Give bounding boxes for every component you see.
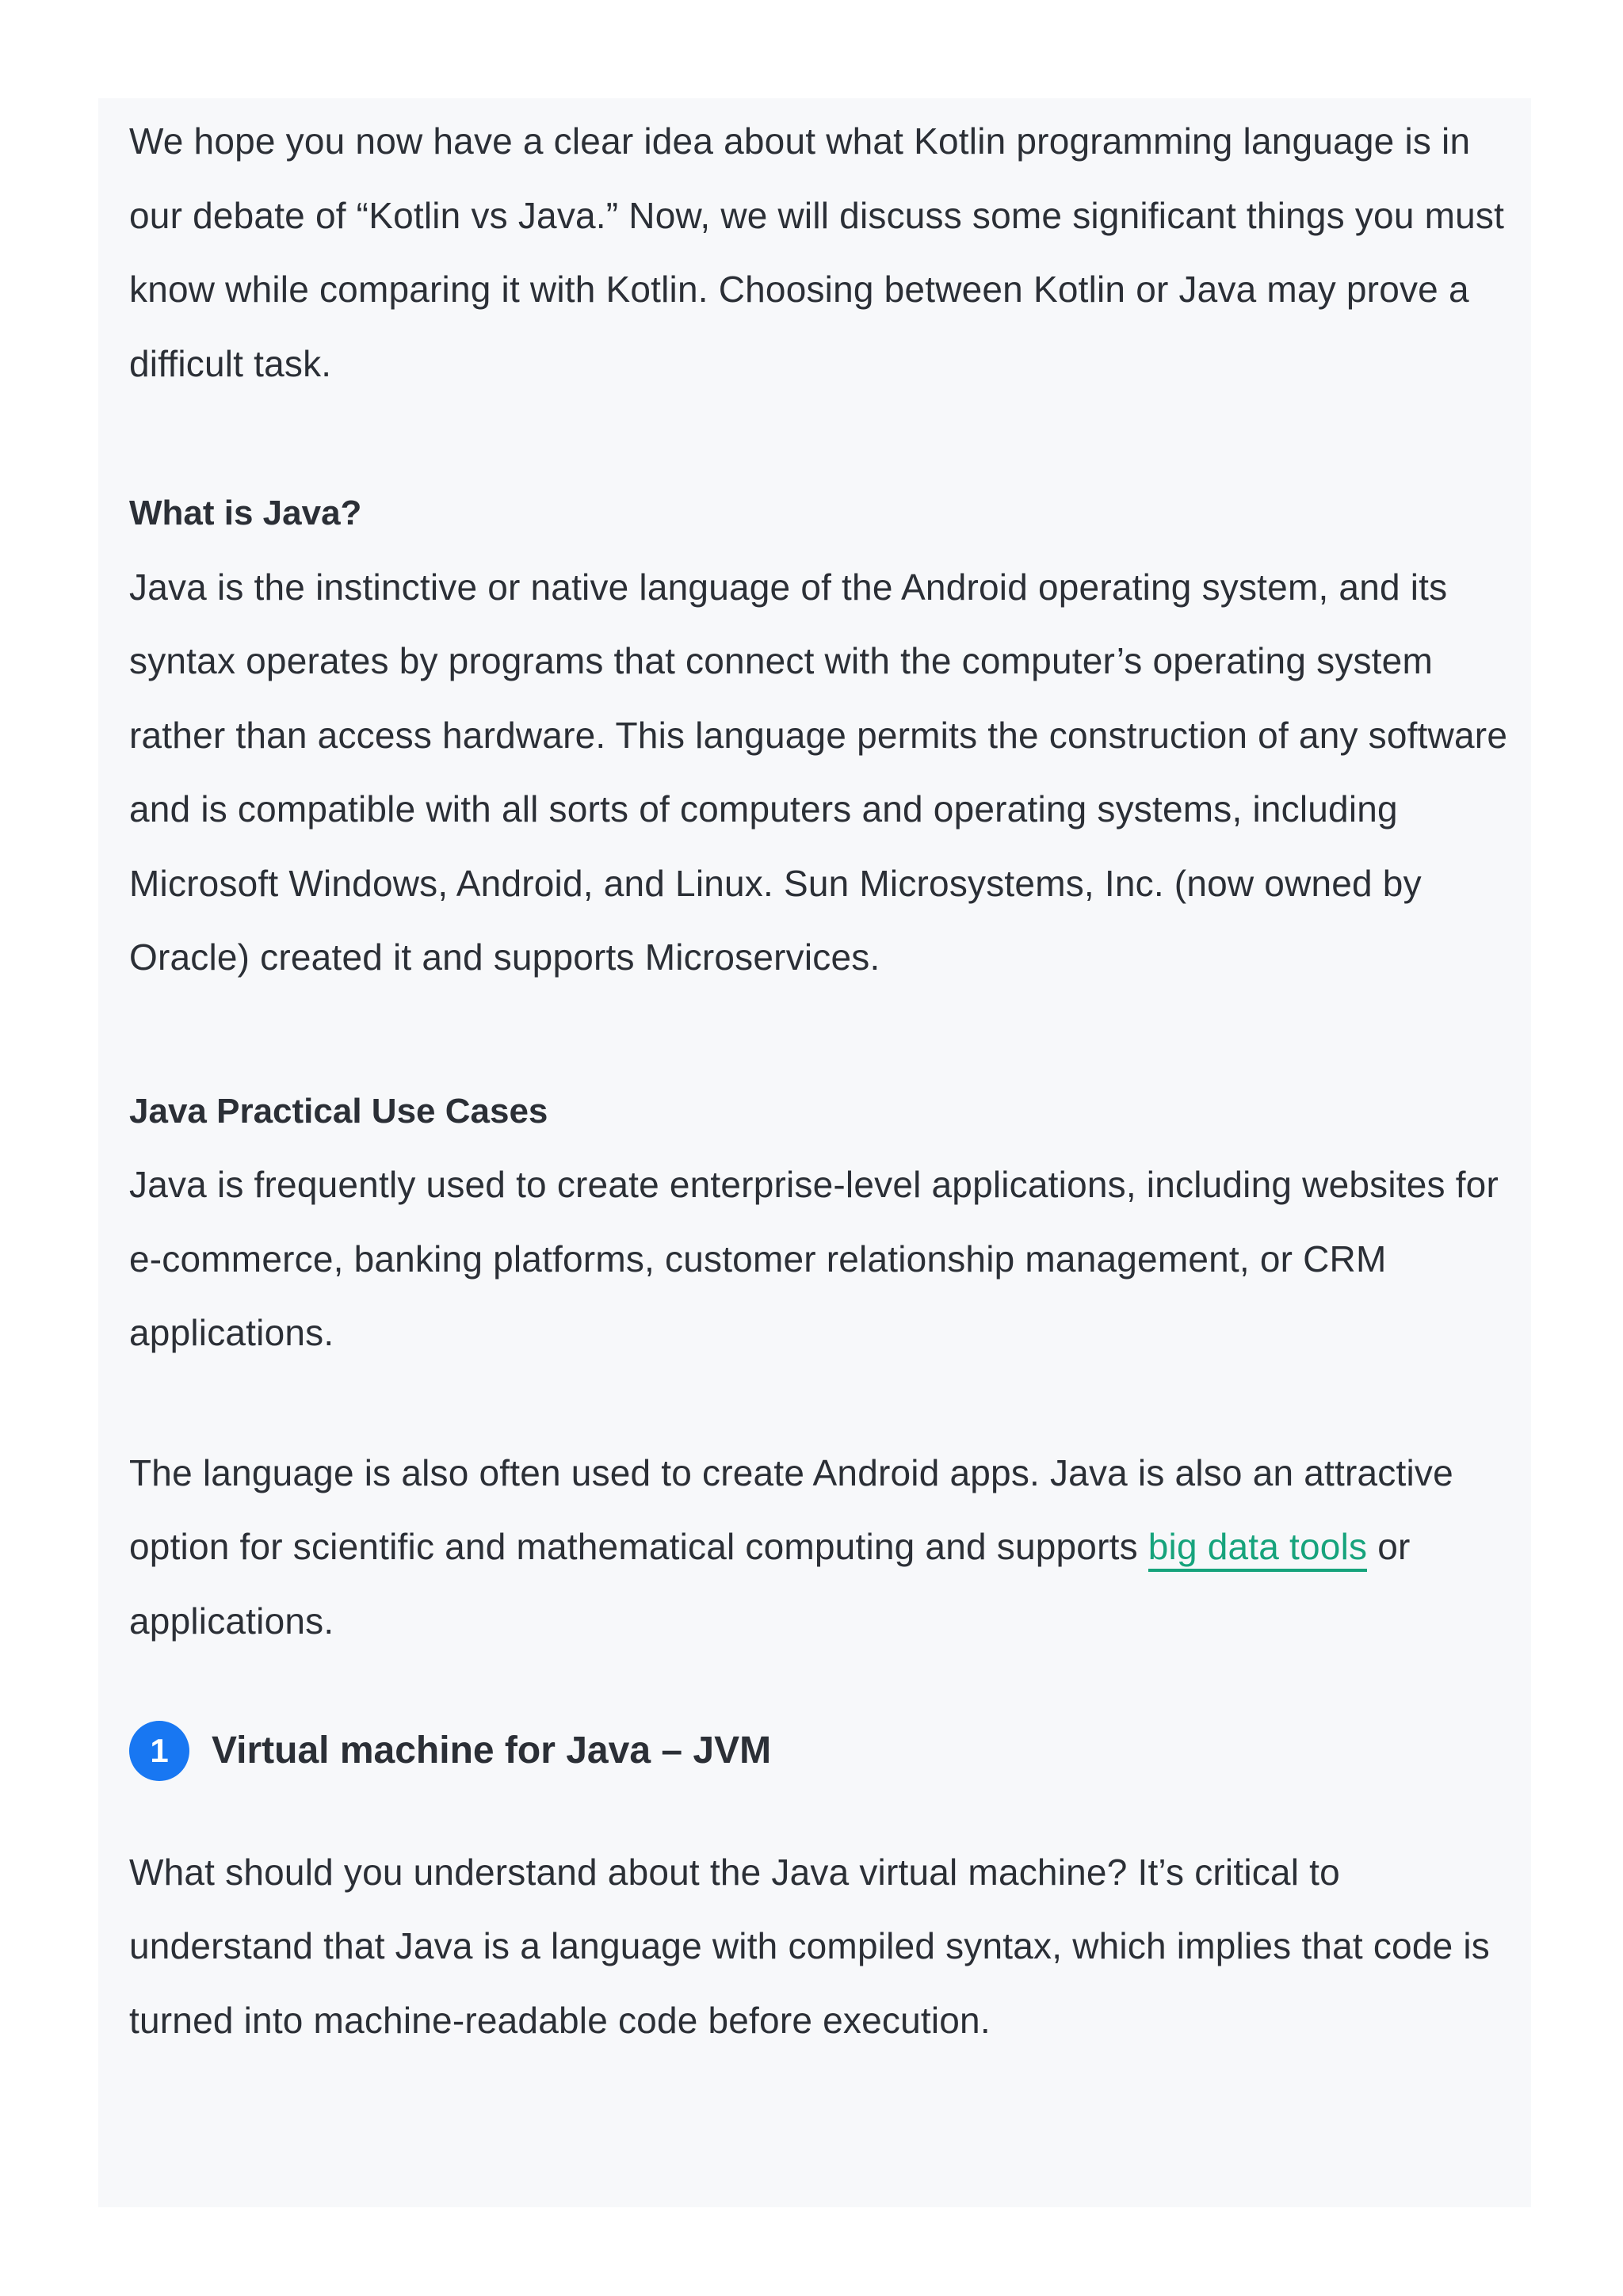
- article-content: [129, 105, 1508, 2058]
- jvm-section-heading: [129, 1714, 1508, 1788]
- use-cases-paragraph-2-tail: or applications.: [129, 1526, 1411, 1642]
- use-cases-paragraph-2-text: The language is also often used to create Android apps. Java is also an attractive option for scientific and mathematical computing and supports: [129, 1451, 1453, 1567]
- intro-paragraph: We hope you now have a clear idea about what Kotlin programming language is in our debate of “Kotlin vs Java.” Now, we will discuss some significant things you must know while comparing it with Kotlin. Choosing between Kotlin or Java may prove a difficult task.: [129, 120, 1505, 384]
- spacer: [129, 1371, 1508, 1436]
- spacer: [129, 1788, 1508, 1836]
- use-cases-heading: Java Practical Use Cases: [129, 1091, 548, 1131]
- big-data-tools-link[interactable]: big data tools: [1148, 1526, 1367, 1572]
- what-is-java-paragraph: Java is the instinctive or native language of the Android operating system, and its syntax operates by programs that connect with the computer’s operating system rather than access hardware. This language permits the construction of any software and is compatible with all sorts of computers and operating systems, including Microsoft Windows, Android, and Linux. Sun Microsystems, Inc. (now owned by Oracle) created it and supports Microservices.: [129, 566, 1508, 978]
- use-cases-paragraph-1: Java is frequently used to create enterprise-level applications, including websites for e-commerce, banking platforms, customer relationship management, or CRM applications.: [129, 1164, 1499, 1353]
- spacer: [129, 995, 1508, 1074]
- use-cases-paragraph-2: [129, 1436, 1508, 1659]
- jvm-section-title: Virtual machine for Java – JVM: [212, 1730, 772, 1772]
- what-is-java-heading: What is Java?: [129, 494, 362, 532]
- step-number-badge: 1: [129, 1721, 189, 1781]
- spacer: [129, 401, 1508, 476]
- spacer: [129, 1658, 1508, 1714]
- jvm-paragraph: What should you understand about the Java virtual machine? It’s critical to understand that Java is a language with compiled syntax, which implies that code is turned into machine-readable code before execution.: [129, 1851, 1490, 2041]
